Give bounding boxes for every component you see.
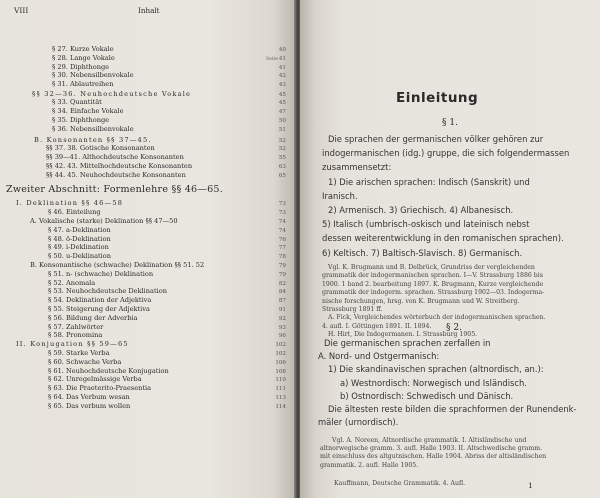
refs1-line: 4. aufl. I. Göttingen 1891. II. 1894. (322, 322, 432, 330)
toc-entry-label: § 61. Neuhochdeutsche Konjugation (48, 366, 169, 375)
refs1-line: grammatik der indogermanischen sprachen. I—V. Strassburg 1886 bis (322, 272, 543, 280)
left-page (0, 0, 297, 498)
refs1-line: 1900. 1 band 2. bearbeitung 1897. K. Brugmann, Kurze vergleichende (322, 280, 544, 288)
toc-entry-page: 52 (278, 146, 286, 153)
refs2-line: altnorwegische gramm. 3. aufl. Halle 1903. II. Altschwedische gramm. (320, 445, 543, 453)
toc-entry-label: B. Konsonantische (schwache) Deklination §§ 51. 52 (30, 260, 205, 269)
toc-entry-label: § 65. Das verbum wollen (48, 401, 131, 410)
toc-entry (48, 271, 153, 279)
p1-line: indogermanischen (idg.) gruppe, die sich folgendermassen (322, 148, 570, 159)
toc-entry-label: § 49. i-Deklination (48, 243, 109, 252)
toc-entry-label: § 57. Zahlwörter (48, 322, 104, 331)
toc-entry-page: 92 (278, 315, 286, 322)
p1-line: Iranisch. (322, 190, 358, 201)
toc-entry-page: 114 (275, 403, 286, 410)
toc-entry (48, 359, 121, 367)
toc-entry-page: 78 (278, 254, 286, 261)
toc-entry-label: §§ 44. 45. Neuhochdeutsche Konsonanten (46, 170, 186, 179)
toc-entry-label: I. Deklination §§ 46—58 (16, 199, 124, 208)
toc-entry-page: 41 (278, 64, 286, 71)
toc-entry (48, 350, 110, 358)
toc-entry-label: § 51. n- (schwache) Deklination (48, 269, 154, 278)
toc-entry (52, 55, 115, 63)
refs1-line: A. Fick, Vergleichendes wörterbuch der indogermanischen sprachen. (328, 314, 546, 322)
toc-entry-label: § 54. Deklination der Adjektiva (48, 296, 152, 305)
toc-entry (48, 209, 101, 217)
p2-line: 1) Die skandinavischen sprachen (altnordisch, an.): (328, 364, 544, 375)
toc-entry-page: 79 (278, 271, 286, 278)
footer-signature: Kauffmann, Deutsche Grammatik. 4. Aufl. (334, 480, 466, 487)
toc-entry-label: § 27. Kurze Vokale (52, 45, 114, 53)
refs1-line: nische forschungen, hrsg. von K. Brugmann und W. Streitberg. (322, 297, 520, 305)
toc-entry (48, 368, 169, 376)
p2-line: a) Westnordisch: Norwegisch und Isländisch. (340, 377, 527, 388)
toc-entry (46, 163, 192, 171)
toc-entry (48, 297, 151, 305)
toc-entry (52, 72, 134, 80)
toc-entry-page: 96 (278, 333, 286, 340)
toc-entry (34, 137, 152, 145)
p1-line: 6) Keltisch. 7) Baltisch-Slavisch. 8) Germanisch. (322, 247, 523, 258)
toc-entry-label: § 30. Nebensilbenvokale (52, 71, 134, 80)
toc-entry-label: § 47. a-Deklination (48, 225, 111, 234)
refs1-line: H. Hirt, Die Indogermanen. I. Strassburg 1905. (328, 331, 478, 339)
toc-entry-label: Zweiter Abschnitt: Formenlehre §§ 46—65. (6, 183, 223, 195)
toc-entry-label: § 31. Ablautreihen (52, 80, 114, 89)
column-head-seite: Seite (266, 57, 278, 62)
toc-entry (16, 200, 123, 208)
toc-entry (52, 64, 109, 72)
toc-entry-label: § 35. Diphthonge (52, 115, 110, 124)
toc-entry (30, 262, 204, 270)
toc-entry (48, 315, 137, 323)
page-number-right: 1 (528, 481, 533, 490)
p1-line: dessen weiterentwicklung in den romanischen sprachen). (322, 233, 564, 244)
toc-entry (48, 324, 103, 332)
p2-line: A. Nord- und Ostgermanisch: (318, 351, 440, 362)
toc-entry (46, 145, 155, 153)
toc-entry-page: 52 (278, 137, 286, 144)
p2-line: mäler (urnordisch). (318, 417, 399, 428)
toc-entry (48, 280, 95, 288)
toc-entry (48, 306, 150, 314)
toc-entry (48, 236, 111, 244)
toc-entry (52, 117, 109, 125)
toc-entry (46, 172, 186, 180)
toc-entry (52, 99, 102, 107)
toc-entry-page: 102 (275, 342, 286, 349)
toc-entry (52, 126, 134, 134)
toc-entry-label: § 33. Quantität (52, 98, 102, 107)
p1-line: 5) Italisch (umbrisch-oskisch und lateinisch nebst (322, 219, 530, 230)
toc-entry (52, 81, 113, 89)
toc-entry-page: 40 (278, 47, 286, 53)
page-number-left: VIII (14, 6, 29, 15)
section-heading: § 1. (442, 118, 458, 128)
toc-entry-label: § 63. Die Praeterito-Praesentia (48, 384, 152, 393)
toc-entry (46, 154, 184, 162)
toc-entry-page: 43 (278, 82, 286, 89)
toc-entry-page: 73 (278, 210, 286, 217)
toc-entry (32, 91, 191, 99)
toc-entry-page: 77 (278, 245, 286, 252)
toc-entry (48, 403, 130, 411)
toc-entry-label: § 59. Starke Verba (48, 348, 110, 357)
toc-entry-page: 91 (278, 306, 286, 313)
toc-entry (48, 253, 111, 261)
toc-entry-label: § 48. ō-Deklination (48, 234, 111, 243)
p2-line: b) Ostnordisch: Schwedisch und Dänisch. (340, 390, 514, 401)
p1-line: Die sprachen der germanischen völker gehören zur (328, 134, 544, 144)
toc-entry (48, 385, 151, 393)
toc-entry-label: § 50. u-Deklination (48, 252, 112, 261)
toc-entry-page: 74 (278, 218, 286, 225)
toc-entry-page: 65 (278, 172, 286, 179)
toc-entry-label: § 52. Anomala (48, 278, 96, 287)
p2-line: Die germanischen sprachen zerfallen in (324, 338, 491, 348)
toc-entry-page: 82 (278, 280, 286, 287)
toc-entry (48, 394, 130, 402)
toc-entry-page: 108 (275, 368, 286, 375)
toc-entry-label: § 64. Das Verbum wesan (48, 392, 130, 401)
refs1-line: Vgl. K. Brugmann und B. Delbrück, Grundriss der vergleichenden (328, 264, 535, 271)
toc-entry-page: 51 (278, 126, 286, 133)
right-page (300, 0, 600, 498)
toc-entry-label: §§ 42. 43. Mittelhochdeutsche Konsonanten (46, 161, 193, 170)
toc-entry-label: § 55. Steigerung der Adjektiva (48, 304, 150, 313)
toc-entry (48, 227, 111, 235)
toc-entry-page: 45 (278, 91, 286, 98)
toc-entry-label: II. Konjugation §§ 59—65 (16, 340, 129, 349)
toc-entry-page: 76 (278, 236, 286, 243)
chapter-title: Einleitung (396, 90, 479, 106)
toc-entry-label: § 36. Nebensilbenvokale (52, 124, 134, 133)
refs2-line: mit einschluss des altgutnischen. Halle 1904. Abriss der altisländischen (320, 453, 547, 461)
toc-entry (48, 288, 167, 296)
refs2-line: grammatik. 2. aufl. Halle 1905. (320, 461, 419, 469)
toc-entry-page: 45 (278, 100, 286, 107)
toc-entry-label: § 34. Einfache Vokale (52, 107, 124, 116)
toc-entry (52, 46, 114, 54)
toc-entry-label: § 62. Unregelmässige Verba (48, 375, 142, 384)
toc-entry-label: §§ 39—41. Althochdeutsche Konsonanten (46, 153, 184, 162)
toc-entry-page: 73 (278, 201, 286, 208)
toc-entry (16, 341, 129, 349)
section-heading: § 2. (446, 323, 462, 333)
toc-entry-label: § 60. Schwache Verba (48, 357, 122, 366)
toc-entry-page: 63 (278, 163, 286, 170)
toc-entry-label: § 28. Lange Vokale (52, 53, 115, 62)
toc-entry-label: § 46. Einteilung (48, 208, 101, 217)
running-head: Inhalt (138, 6, 160, 15)
toc-entry-label: § 53. Neuhochdeutsche Deklination (48, 287, 167, 296)
refs2-line: Vgl. A. Noreen, Altnordische grammatik. I. Altisländische und (332, 437, 527, 444)
p1-line: 2) Armenisch. 3) Griechisch. 4) Albanesisch. (328, 205, 514, 215)
toc-entry-page: 106 (275, 359, 286, 366)
p2-line: Die ältesten reste bilden die sprachformen der Runendenk- (328, 404, 577, 414)
toc-entry-label: B. Konsonanten §§ 37—45. (34, 135, 152, 144)
toc-entry-page: 79 (278, 262, 286, 269)
p1-line: zusammensetzt: (322, 162, 392, 173)
toc-entry-page: 111 (275, 386, 286, 393)
toc-entry-page: 42 (278, 73, 286, 80)
refs1-line: grammatik der indogerm. sprachen. Strassburg 1902—03. Indogerma- (322, 289, 545, 297)
toc-entry-label: § 56. Bildung der Adverbia (48, 313, 138, 322)
toc-entry-page: 50 (278, 117, 286, 124)
toc-entry-page: 87 (278, 298, 286, 305)
toc-entry (52, 108, 124, 116)
toc-entry (6, 183, 223, 195)
toc-entry-page: 47 (278, 109, 286, 116)
toc-entry-label: § 58. Pronomina (48, 331, 103, 340)
toc-entry-page: 102 (275, 350, 286, 357)
toc-entry-page: 110 (275, 377, 286, 384)
toc-entry-label: A. Vokalische (starke) Deklination §§ 47—50 (30, 216, 178, 225)
toc-entry (48, 332, 102, 340)
refs1-line: Strassburg 1891 ff. (322, 306, 383, 313)
toc-entry-page: 74 (278, 227, 286, 234)
p1-line: 1) Die arischen sprachen: Indisch (Sanskrit) und (328, 176, 530, 187)
toc-entry-label: § 29. Diphthonge (52, 62, 110, 71)
toc-entry-page: 55 (278, 155, 286, 162)
toc-entry-page: 113 (275, 394, 286, 401)
toc-entry-page: 41 (278, 55, 286, 62)
toc-entry-page: 84 (278, 289, 286, 296)
toc-entry (30, 218, 178, 226)
toc-entry (48, 244, 109, 252)
toc-entry-page: 93 (278, 324, 286, 331)
toc-entry (48, 376, 142, 384)
toc-entry-label: §§ 37. 38. Gotische Konsonanten (46, 144, 155, 153)
toc-entry-label: §§ 32—36. Neuhochdeutsche Vokale (32, 89, 192, 98)
